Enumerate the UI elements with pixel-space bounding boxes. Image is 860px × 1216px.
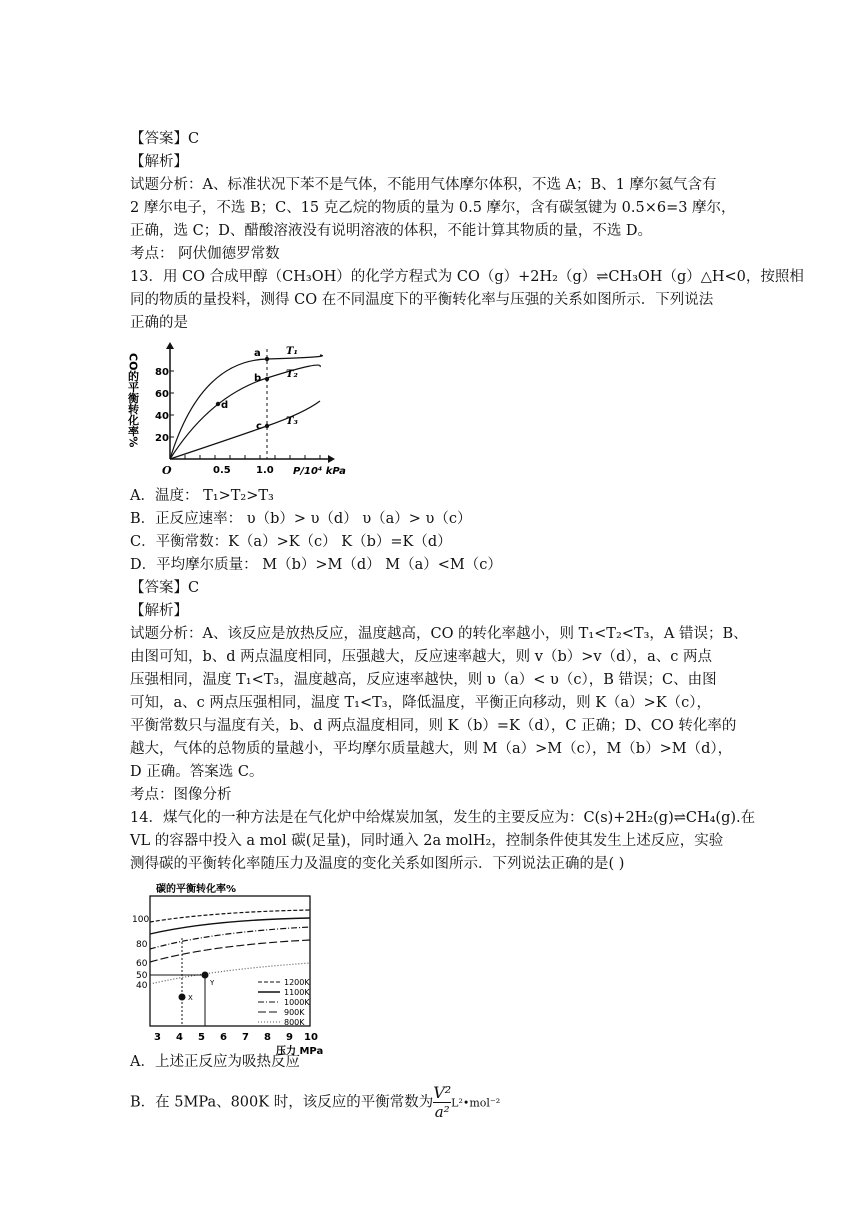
- q14-option-b-unit: L²•mol⁻²: [451, 1096, 501, 1110]
- q13-stem-line: 同的物质的量投料，测得 CO 在不同温度下的平衡转化率与压强的关系如图所示．下列说法: [130, 292, 714, 308]
- svg-text:900K: 900K: [284, 1008, 305, 1017]
- point-y: [202, 972, 209, 979]
- y-tick-label: 80: [136, 940, 148, 950]
- legend: [258, 978, 310, 1027]
- q13-analysis-line: D 正确。答案选 C。: [130, 764, 264, 780]
- x-tick-label: 0.5: [213, 465, 231, 476]
- curve-1200k: [150, 910, 310, 922]
- q14-option-a: A．上述正反应为吸热反应: [130, 1054, 300, 1070]
- svg-text:1100K: 1100K: [284, 988, 310, 997]
- curve-t3: [170, 401, 320, 459]
- q13-analysis-line: 越大，气体的总物质的量越小，平均摩尔质量越大，则 M（a）>M（c），M（b）>M（d），: [130, 741, 733, 757]
- point-label: d: [221, 400, 229, 411]
- q12-analysis-line: 试题分析：A、标准状况下苯不是气体，不能用气体摩尔体积，不选 A；B、1 摩尔氦气含有: [130, 177, 717, 193]
- series-label: T₃: [286, 416, 298, 427]
- q13-chart-svg: [126, 341, 346, 481]
- q13-figure: [126, 341, 346, 481]
- fraction: [433, 1084, 451, 1121]
- svg-text:5: 5: [198, 1032, 205, 1043]
- svg-text:6: 6: [220, 1032, 227, 1043]
- q12-analysis-line: 正确，选 C；D、醋酸溶液没有说明溶液的体积，不能计算其物质的量，不选 D。: [130, 223, 653, 239]
- y-tick-label: 60: [155, 389, 169, 400]
- point-label: Y: [210, 979, 215, 987]
- q12-analysis-line: 2 摩尔电子，不选 B；C、15 克乙烷的物质的量为 0.5 摩尔，含有碳氢键为 0.5×6=3 摩尔，: [130, 200, 736, 216]
- y-tick-label: 20: [155, 433, 169, 444]
- q14-option-b: [130, 1084, 730, 1121]
- q14-figure: [130, 882, 340, 1057]
- x-axis-arrow: [328, 455, 335, 463]
- fraction-denominator: a²: [434, 1103, 450, 1121]
- x-axis-label: 压力 MPa: [276, 1046, 324, 1057]
- origin-label: O: [162, 464, 172, 477]
- svg-text:1000K: 1000K: [284, 998, 310, 1007]
- y-tick-label: 60: [136, 959, 148, 969]
- curve-1000k: [150, 927, 310, 949]
- y-tick-label: 40: [136, 981, 148, 991]
- point-label: a: [254, 348, 261, 359]
- q13-analysis-line: 可知，a、c 两点压强相同，温度 T₁<T₃，降低温度，平衡正向移动，则 K（a）>K（c），: [130, 695, 712, 711]
- svg-text:4: 4: [176, 1032, 183, 1043]
- y-axis-label: 碳的平衡转化率%: [156, 884, 237, 895]
- q13-option-a: A．温度： T₁>T₂>T₃: [130, 488, 274, 504]
- point-label: X: [188, 994, 193, 1002]
- point-a: [265, 357, 269, 361]
- y-axis-arrow: [166, 342, 174, 349]
- fraction-numerator: V²: [433, 1083, 452, 1102]
- q14-option-b-text: B．在 5MPa、800K 时，该反应的平衡常数为: [130, 1094, 434, 1111]
- curve-t1: [170, 355, 322, 459]
- point-c: [265, 424, 269, 428]
- y-tick-label: 100: [132, 915, 150, 925]
- x-tick-label: 1.0: [256, 465, 274, 476]
- point-b: [265, 377, 269, 381]
- q13-analysis-line: 压强相同，温度 T₁<T₃，温度越高，反应速率越快，则 υ（a）< υ（c），B 错误；C、由图: [130, 672, 717, 688]
- svg-text:9: 9: [286, 1032, 293, 1043]
- svg-text:10: 10: [304, 1032, 318, 1043]
- q13-option-d: D．平均摩尔质量： M（b）>M（d） M（a）<M（c）: [130, 557, 502, 573]
- q13-kaodian: 考点：图像分析: [130, 787, 232, 803]
- point-x: [179, 994, 186, 1001]
- point-d: [216, 402, 220, 406]
- q12-kaodian: 考点： 阿伏伽德罗常数: [130, 246, 280, 262]
- x-tick-labels: [154, 1032, 318, 1043]
- point-label: b: [254, 373, 262, 384]
- q14-stem-line: VL 的容器中投入 a mol 碳(足量)，同时通入 2a molH₂，控制条件使其发生上述反应，实验: [130, 833, 724, 849]
- svg-text:800K: 800K: [284, 1018, 305, 1027]
- q13-analysis-heading: 【解析】: [130, 603, 188, 619]
- y-axis-label: CO的平衡转化率%: [126, 353, 140, 448]
- curve-1100k: [150, 918, 310, 934]
- q12-analysis-heading: 【解析】: [130, 154, 188, 170]
- series-label: T₂: [286, 369, 298, 380]
- q12-answer: 【答案】C: [130, 131, 200, 147]
- q13-option-b: B．正反应速率： υ（b）> υ（d） υ（a）> υ（c）: [130, 511, 472, 527]
- q13-analysis-line: 由图可知，b、d 两点温度相同，压强越大，反应速率越大，则 v（b）>v（d），a、c 两点: [130, 649, 713, 665]
- svg-text:1200K: 1200K: [284, 978, 310, 987]
- q14-stem-line: 14．煤气化的一种方法是在气化炉中给煤炭加氢，发生的主要反应为：C(s)+2H₂(g)⇌CH₄(g).在: [130, 810, 756, 826]
- svg-text:8: 8: [264, 1032, 271, 1043]
- y-tick-label: 50: [136, 971, 148, 981]
- q13-option-c: C．平衡常数：K（a）>K（c） K（b）=K（d）: [130, 534, 452, 550]
- y-tick-label: 80: [155, 367, 169, 378]
- q14-stem-line: 测得碳的平衡转化率随压力及温度的变化关系如图所示．下列说法正确的是( ): [130, 856, 625, 872]
- q13-analysis-line: 试题分析：A、该反应是放热反应，温度越高，CO 的转化率越小，则 T₁<T₂<T₃，A 错误；B、: [130, 626, 748, 642]
- point-label: c: [256, 421, 262, 432]
- q13-analysis-line: 平衡常数只与温度有关，b、d 两点温度相同，则 K（b）=K（d），C 正确；D、CO 转化率的: [130, 718, 737, 734]
- y-tick-label: 40: [155, 411, 169, 422]
- x-axis-label: P/10⁴ kPa: [293, 466, 346, 477]
- series-label: T₁: [286, 346, 298, 357]
- q13-answer: 【答案】C: [130, 580, 200, 596]
- q14-chart-svg: [130, 882, 340, 1057]
- svg-text:7: 7: [242, 1032, 249, 1043]
- svg-text:3: 3: [154, 1032, 161, 1043]
- q13-stem-line: 13．用 CO 合成甲醇（CH₃OH）的化学方程式为 CO（g）+2H₂（g）⇌CH₃OH（g）△H<0，按照相: [130, 269, 804, 285]
- q13-stem-line: 正确的是: [130, 315, 188, 331]
- document-page: [126, 128, 804, 1121]
